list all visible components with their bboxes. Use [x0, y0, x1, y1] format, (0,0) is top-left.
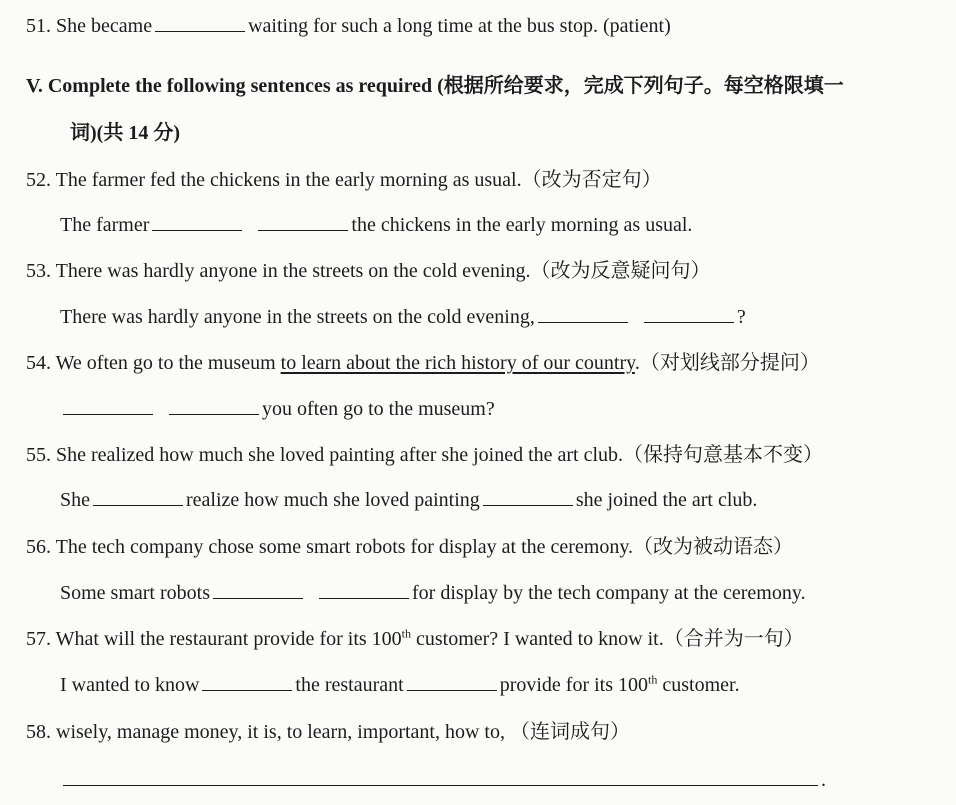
- answer-blank-55-2[interactable]: [483, 489, 573, 506]
- answer-blank-53-1[interactable]: [538, 306, 628, 323]
- answer-blank-57-2[interactable]: [407, 674, 497, 691]
- answer-blank-54-1[interactable]: [63, 398, 153, 415]
- answer-blank-51[interactable]: [155, 15, 245, 32]
- question-58-prompt: 58. wisely, manage money, it is, to learn, important, how to, （连词成句）: [26, 721, 630, 743]
- question-54-prompt: 54. We often go to the museum to learn about the rich history of our country.（对划线部分提问）: [26, 352, 820, 374]
- question-55-prompt: 55. She realized how much she loved painting after she joined the art club.（保持句意基本不变）: [26, 444, 824, 466]
- question-53-answer: There was hardly anyone in the streets on the cold evening, ?: [60, 306, 746, 328]
- question-56-answer: Some smart robots for display by the tech company at the ceremony.: [60, 582, 806, 604]
- answer-blank-57-1[interactable]: [202, 674, 292, 691]
- question-56-prompt: 56. The tech company chose some smart robots for display at the ceremony.（改为被动语态）: [26, 536, 794, 558]
- question-52-prompt: 52. The farmer fed the chickens in the early morning as usual.（改为否定句）: [26, 169, 662, 191]
- underlined-phrase: to learn about the rich history of our country: [280, 352, 635, 374]
- answer-blank-52-2[interactable]: [258, 214, 348, 231]
- answer-blank-56-2[interactable]: [319, 582, 409, 599]
- answer-blank-56-1[interactable]: [213, 582, 303, 599]
- answer-blank-53-2[interactable]: [644, 306, 734, 323]
- section-heading-cont: 词)(共 14 分): [70, 122, 180, 144]
- answer-line-58[interactable]: [63, 769, 818, 786]
- answer-blank-52-1[interactable]: [152, 214, 242, 231]
- question-58-answer: .: [60, 768, 826, 792]
- answer-blank-54-2[interactable]: [169, 398, 259, 415]
- question-53-prompt: 53. There was hardly anyone in the streets on the cold evening.（改为反意疑问句）: [26, 260, 711, 282]
- question-55-answer: She realize how much she loved painting she joined the art club.: [60, 489, 758, 511]
- question-54-answer: you often go to the museum?: [60, 397, 495, 421]
- question-52-answer: The farmer the chickens in the early morning as usual.: [60, 214, 693, 236]
- answer-blank-55-1[interactable]: [93, 489, 183, 506]
- section-heading: V. Complete the following sentences as required (根据所给要求，完成下列句子。每空格限填一: [26, 75, 844, 97]
- question-57-answer: I wanted to know the restaurant provide for its 100th customer.: [60, 672, 740, 696]
- question-57-prompt: 57. What will the restaurant provide for its 100th customer? I wanted to know it.（合并为一句）: [26, 626, 804, 650]
- question-51: 51. She became waiting for such a long time at the bus stop. (patient): [26, 15, 671, 37]
